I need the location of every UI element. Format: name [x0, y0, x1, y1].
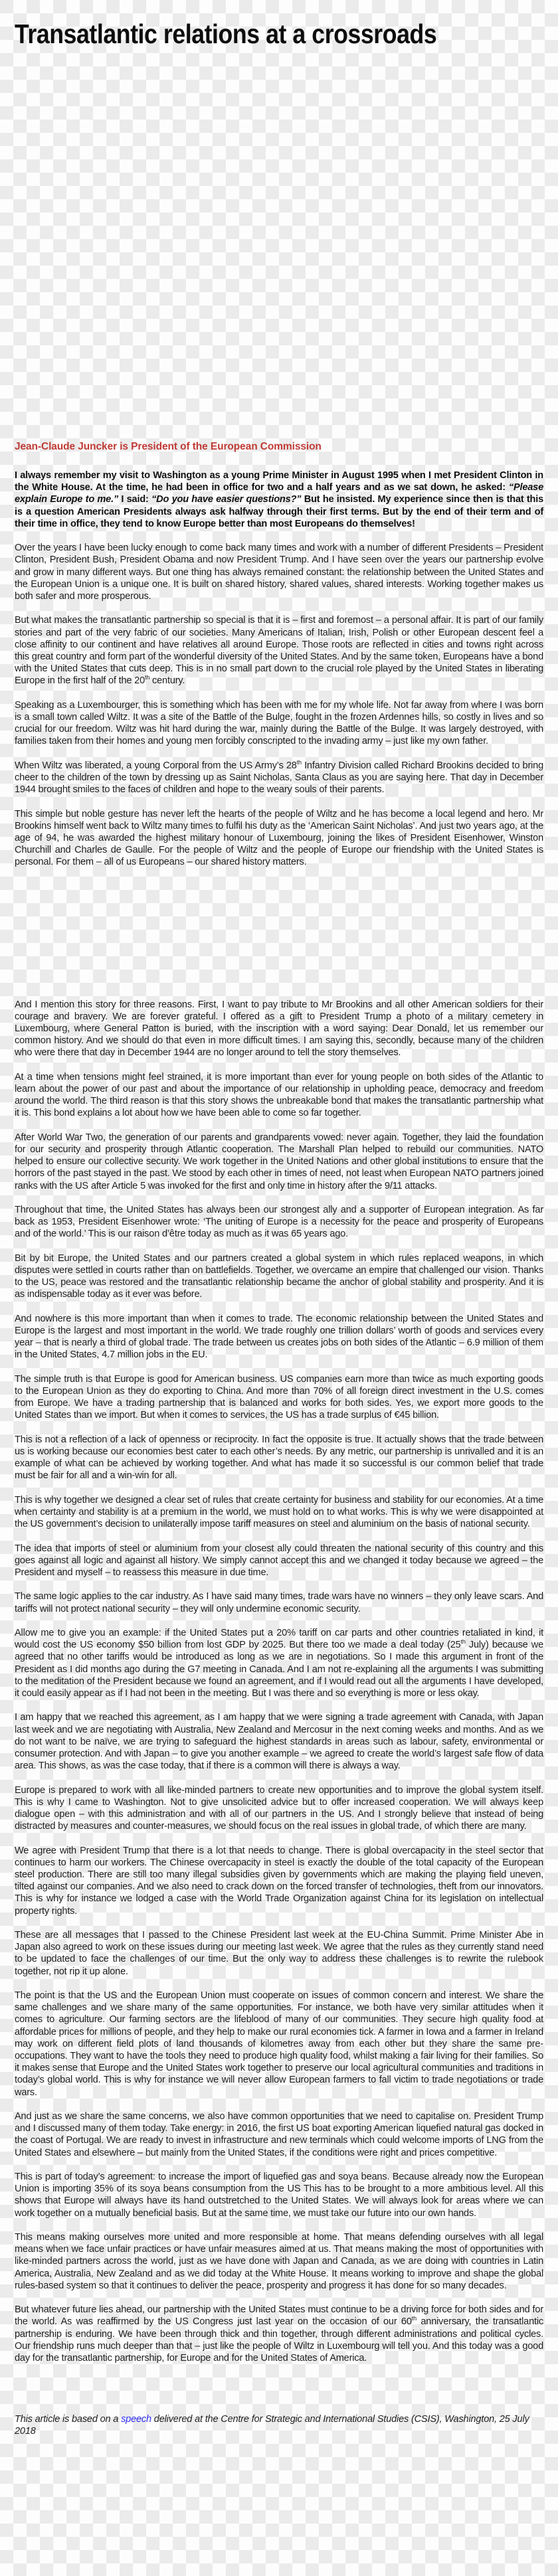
paragraph — [15, 542, 543, 602]
page-title: Transatlantic relations at a crossroads — [15, 19, 437, 49]
paragraph — [15, 1132, 543, 1192]
text-run: Infantry Division called Richard Brookins decided to bring cheer to the children of the town by dressing up as Saint Nicholas, Santa Claus as you are saying here. That day in December 1944 brought smiles to the faces of children and hope to the weary souls of their parents. — [15, 760, 543, 796]
text-run: The same logic applies to the car industry. As I have said many times, trade wars have no winners – they only leave scars. And tariffs will not protect national security – they will only undermine economic security. — [15, 1591, 543, 1614]
text-run: delivered at the Centre for Strategic and International Studies (CSIS), Washington, 25 July 2018 — [15, 2414, 529, 2437]
text-run: These are all messages that I passed to the Chinese President last week at the EU-China Summit. Prime Minister Abe in Japan also agreed to work on these issues during our meeting last week. We agree that the rules as they currently stand need to be updated to face the challenges of our time. But the only way to address these challenges is to rewrite the rulebook together, not rip it up alone. — [15, 1930, 543, 1977]
paragraph — [15, 699, 543, 748]
text-run: Throughout that time, the United States has always been our strongest ally and a supporter of European integration. As far back as 1953, President Eisenhower wrote: ‘The uniting of Europe is a necessity for the peace and prosperity of Europeans and of the world.’ This is our raison d’être today as much as it was 65 years ago. — [15, 1205, 543, 1240]
text-run: “Please explain Europe to me.” — [15, 482, 543, 505]
text-run: th — [411, 2315, 417, 2322]
paragraph — [15, 1784, 543, 1833]
text-run: Allow me to give you an example: if the United States put a 20% tariff on car parts and other countries retaliated in kind, it would cost the US economy $50 billion from lost GDP by 2025. But there too we made a deal today (25 — [15, 1628, 543, 1651]
text-run: I am happy that we reached this agreement, as I am happy that we were signing a trade agreement with Canada, with Japan last week and we are negotiating with Australia, New Zealand and Mercosur in the next coming weeks and months. And as we do not want to be naïve, we are trying to safeguard the highest standards in areas such as labour, safety, environmental or consumer protection. And with Japan – to give you another example – we agreed to create the world’s largest safe flow of data area. This shows, as was the case today, that if there is a common will there is always a way. — [15, 1712, 543, 1772]
paragraph — [15, 1252, 543, 1301]
author-byline: Jean-Claude Juncker is President of the European Commission — [15, 441, 322, 452]
text-run: But he insisted. My experience since then is that this is a question American Presidents always ask halfway through their first terms. But by the end of their term and of their time in office, they tend to know Europe better than most Europeans do themselves! — [15, 494, 544, 529]
text-run: anniversary, the transatlantic partnership is enduring. We have been through thick and thin together, through different administrations and political cycles. Our friendship runs much deeper than that – just like the people of Wiltz in Luxembourg will tell you. And this today was a good day for the transatlantic partnership, for Europe and for the United States of America. — [15, 2316, 544, 2364]
text-run: And nowhere is this more important than when it comes to trade. The economic relationship between the United States and Europe is the largest and most important in the world. We trade roughly one trillion dollars’ worth of goods and services every year – that is nearly a third of global trade. The trade between us creates jobs on both sides of the Atlantic – 6.9 million of them in the United States, 4.7 million jobs in the EU. — [15, 1313, 543, 1361]
paragraph — [15, 808, 543, 869]
text-run: “Do you have easier questions?” — [151, 494, 302, 505]
paragraph — [15, 2231, 543, 2292]
text-run: Over the years I have been lucky enough to come back many times and work with a number of different Presidents – President Clinton, President Bush, President Obama and now President Trump. And I have seen over the years our partnership evolve and grow in many different ways. But one thing has always remained constant: the relationship between the United States and the European Union is a unique one. It is built on shared history, shared values, shared interests. Working together makes us both safer and more prosperous. — [15, 543, 543, 602]
text-run: The simple truth is that Europe is good for American business. US companies earn more than twice as much exporting goods to the European Union as they do exporting to China. And more than 70% of all foreign direct investment in the U.S. comes from Europe. We have a trading partnership that is balanced and works for both sides. Yes, we export more goods to the United States than we import. But when it comes to services, the US has a trade surplus of €45 billion. — [15, 1373, 543, 1421]
paragraph — [15, 614, 543, 687]
text-run: When Wiltz was liberated, a young Corporal from the US Army’s 28 — [15, 760, 297, 771]
paragraph — [15, 1434, 543, 1482]
text-run: July) because we agreed that no other tariffs would be introduced as long as we are in negotiations. So I made this argument in front of the President as I did months ago during the G7 meeting in Canada. And I am not re-explaining all the arguments I was submitting to the meditation of the President because we found an agreement, and if I would read out all the arguments I have developed, it could easily appear as if I had not been in the meeting. But I was there and so everything is more or less okay. — [15, 1640, 543, 1699]
source-note — [15, 2413, 543, 2437]
paragraph — [15, 1204, 543, 1241]
text-run: But whatever future lies ahead, our partnership with the United States must continue to be a driving force for both sides and for the world. As was reaffirmed by the US Congress just last year on the occasion of our 60 — [15, 2304, 543, 2328]
paragraph — [15, 1590, 543, 1614]
paragraph — [15, 1845, 543, 1917]
paragraph — [15, 2304, 543, 2364]
text-run: I said: — [118, 494, 152, 505]
paragraph — [15, 1373, 543, 1422]
text-run: th — [460, 1638, 466, 1646]
text-run: This simple but noble gesture has never left the hearts of the people of Wiltz and he has become a local legend and hero. Mr Brookins himself went back to Wiltz many times to fulfil his duty as the ‘American Saint Nicholas’. And just two years ago, at the age of 94, he was awarded the highest military honour of Luxembourg, joining the likes of President Eisenhower, Winston Churchill and Charles de Gaulle. For the people of Wiltz and the people of Europe our friendship with the United States is personal. For them – all of us Europeans – our shared history matters. — [15, 808, 543, 868]
text-run: Bit by bit Europe, the United States and our partners created a global system in which rules replaced weapons, in which disputes were settled in courts rather than on battlefields. Together, we overcame an empire that challenged our vision. Thanks to the US, peace was restored and the transatlantic relationship became the anchor of global stability and prosperity. And it is as indispensable today as it ever was before. — [15, 1252, 543, 1300]
paragraph — [15, 1990, 543, 2099]
text-run: The point is that the US and the European Union must cooperate on issues of common concern and interest. We share the same challenges and we share many of the same opportunities. For instance, we both have very similar attitudes when it comes to agriculture. Our farming sectors are the lifeblood of many of our communities. They secure high quality food at affordable prices for millions of people, and they help to make our rural economies tick. A farmer in Iowa and a farmer in Ireland may work on different field plots of land thousands of kilometres away from each other but they share the same pre-occupations. They want to have the tools they need to produce high quality food, whilst making a fair living for their families. So it makes sense that Europe and the United States work together to preserve our local agricultural communities and traditions in today’s global world. This is why for instance we will never allow European farmers to fall victim to trade negotiations or trade wars. — [15, 1990, 543, 2098]
hero-placeholder — [15, 49, 543, 440]
text-run: This is part of today’s agreement: to increase the import of liquefied gas and soya beans. Because already now the European Union is importing 35% of its soya beans consumption from the US This has to be brought to a more ambitious level. All this shows that Europe will always have its hand outstretched to the United States. We will always look for areas where we can work together on a mutually beneficial basis. But at the same time, we must take our future into our own hands. — [15, 2172, 543, 2219]
paragraph — [15, 1071, 543, 1120]
paragraph — [15, 1543, 543, 1579]
text-run: Speaking as a Luxembourger, this is something which has been with me for my whole life. Not far away from where I was born is a small town called Wiltz. It was a site of the Battle of the Bulge, fought in the frozen Ardennes hills, so costly in lives and so crucial for our freedom. Wiltz was hit hard during the war, mainly during the Battle of the Bulge. It was largely destroyed, with families taken from their homes and young men forcibly conscripted to the invading army – just like my own father. — [15, 699, 543, 747]
paragraph — [15, 760, 543, 796]
text-run: th — [145, 674, 150, 681]
text-run: At a time when tensions might feel strained, it is more important than ever for young people on both sides of the Atlantic to learn about the power of our past and about the importance of our relationship in upholding peace, democracy and freedom around the world. The third reason is that this story shows the unbreakable bond that makes the transatlantic partnership what it is. This bond explains a lot about how we have been able to come so far together. — [15, 1071, 543, 1119]
paragraph — [15, 1494, 543, 1531]
paragraph — [15, 2171, 543, 2219]
text-run: This is not a reflection of a lack of openness or reciprocity. In fact the opposite is true. It actually shows that the trade between us is working because our economies best cater to each other’s needs. By any metric, our partnership is unrivalled and it is an example of what can be achieved by working together. And what has made it so successful is our common belief that trade must be fair for all and a win-win for all. — [15, 1434, 543, 1482]
text-run: Europe is prepared to work with all like-minded partners to create new opportunities and to improve the global system itself. This is why I came to Washington. Not to give unsolicited advice but to offer increased cooperation. We will always keep dialogue open – with this administration and with all of our partners in the US. And I strongly believe that instead of being distracted by measures and counter-measures, we should focus on the real issues in global trade, of which there are many. — [15, 1784, 543, 1832]
paragraph — [15, 1711, 543, 1772]
text-run: This means making ourselves more united and more responsible at home. That means defending ourselves with all legal means when we face unfair practices or have unfair measures aimed at us. That means making the most of opportunities with like-minded partners across the world, just as we have done with Japan and Canada, as we are doing with countries in Latin America, Australia, New Zealand and as we did today at the White House. It means working to improve and shape the global rules-based system so that it continues to deliver the peace, prosperity and progress it has done for so many decades. — [15, 2232, 543, 2291]
text-run: After World War Two, the generation of our parents and grandparents vowed: never again. Together, they laid the foundation for our security and prosperity through Atlantic cooperation. The Marshall Plan helped to rebuild our communities. NATO helped to ensure our collective security. We work together in the United Nations and other global institutions to ensure that the horrors of the past stayed in the past. We stood by each other in times of need, not least when European NATO partners joined ranks with the US after Article 5 was invoked for the first and only time in history after the 9/11 attacks. — [15, 1132, 543, 1191]
text-run: And just as we share the same concerns, we also have common opportunities that we need to capitalise on. President Trump and I discussed many of them today. Take energy: in 2016, the first US boat exporting American liquefied natural gas docked in the coast of Portugal. We are ready to invest in infrastructure and new terminals which could welcome imports of LNG from the United States and elsewhere – but mainly from the United States, if the conditions were right and prices competitive. — [15, 2111, 543, 2158]
paragraph — [15, 2110, 543, 2159]
text-run: And I mention this story for three reasons. First, I want to pay tribute to Mr Brookins and all other American soldiers for their courage and bravery. We are forever grateful. I offered as a gift to President Trump a photo of a military cemetery in Luxembourg, where General Patton is buried, with the inscription with a word saying: Dear Donald, let us remember our common history. And we should do that even in more difficult times. I am saying this, secondly, because many of the children who were there that day in December 1944 are no longer around to tell the story themselves. — [15, 999, 543, 1059]
text-run: I always remember my visit to Washington as a young Prime Minister in August 1995 when I met President Clinton in the White House. At the time, he had been in office for two and a half years and as we sat down, he asked: — [15, 470, 543, 493]
paragraph — [15, 1627, 543, 1699]
text-run: But what makes the transatlantic partnership so special is that it is – first and foremost – a personal affair. It is part of our family stories and part of the very fabric of our societies. Many Americans of Italian, Irish, Polish or other European descent feel a close affinity to our continent and have relatives all around Europe. Those roots are reflected in cities and towns right across this great country and form part of the wonderful diversity of the United States. And by the same token, Europeans have a bond with the United States that cuts deep. This is in no small part down to the crucial role played by the United States in liberating Europe in the first half of the 20 — [15, 615, 543, 687]
text-run: th — [296, 758, 302, 766]
text-run: We agree with President Trump that there is a lot that needs to change. There is global overcapacity in the steel sector that continues to harm our workers. The Chinese overcapacity in steel is exactly the double of the total capacity of the European steel production. There are still too many illegal subsidies given by governments which are making the playing field uneven, tilted against our companies. And we also need to crack down on the forced transfer of technologies, theft from our innovators. This is why for instance we lodged a case with the World Trade Organization against China for its legislation on intellectual property rights. — [15, 1845, 543, 1917]
text-run: This article is based on a — [15, 2414, 122, 2425]
paragraph — [15, 999, 543, 1059]
speech-link[interactable]: speech — [121, 2414, 151, 2425]
paragraph — [15, 1313, 543, 1361]
paragraph — [15, 1929, 543, 1978]
text-run: The idea that imports of steel or aluminium from your closest ally could threaten the national security of this country and this goes against all logic and against all history. We simply cannot accept this and we changed it today because we agreed – the President and myself – to reassess this measure in due time. — [15, 1543, 543, 1579]
text-run: century. — [149, 675, 185, 687]
text-run: This is why together we designed a clear set of rules that create certainty for business and stability for our economies. At a time when certainty and stability is at a premium in the world, we must hold on to what works. This is why we were disappointed at the US government’s decision to unilaterally impose tariff measures on steel and aluminium on the basis of national security. — [15, 1494, 543, 1530]
paragraph — [15, 470, 543, 530]
article-body — [15, 470, 543, 2364]
